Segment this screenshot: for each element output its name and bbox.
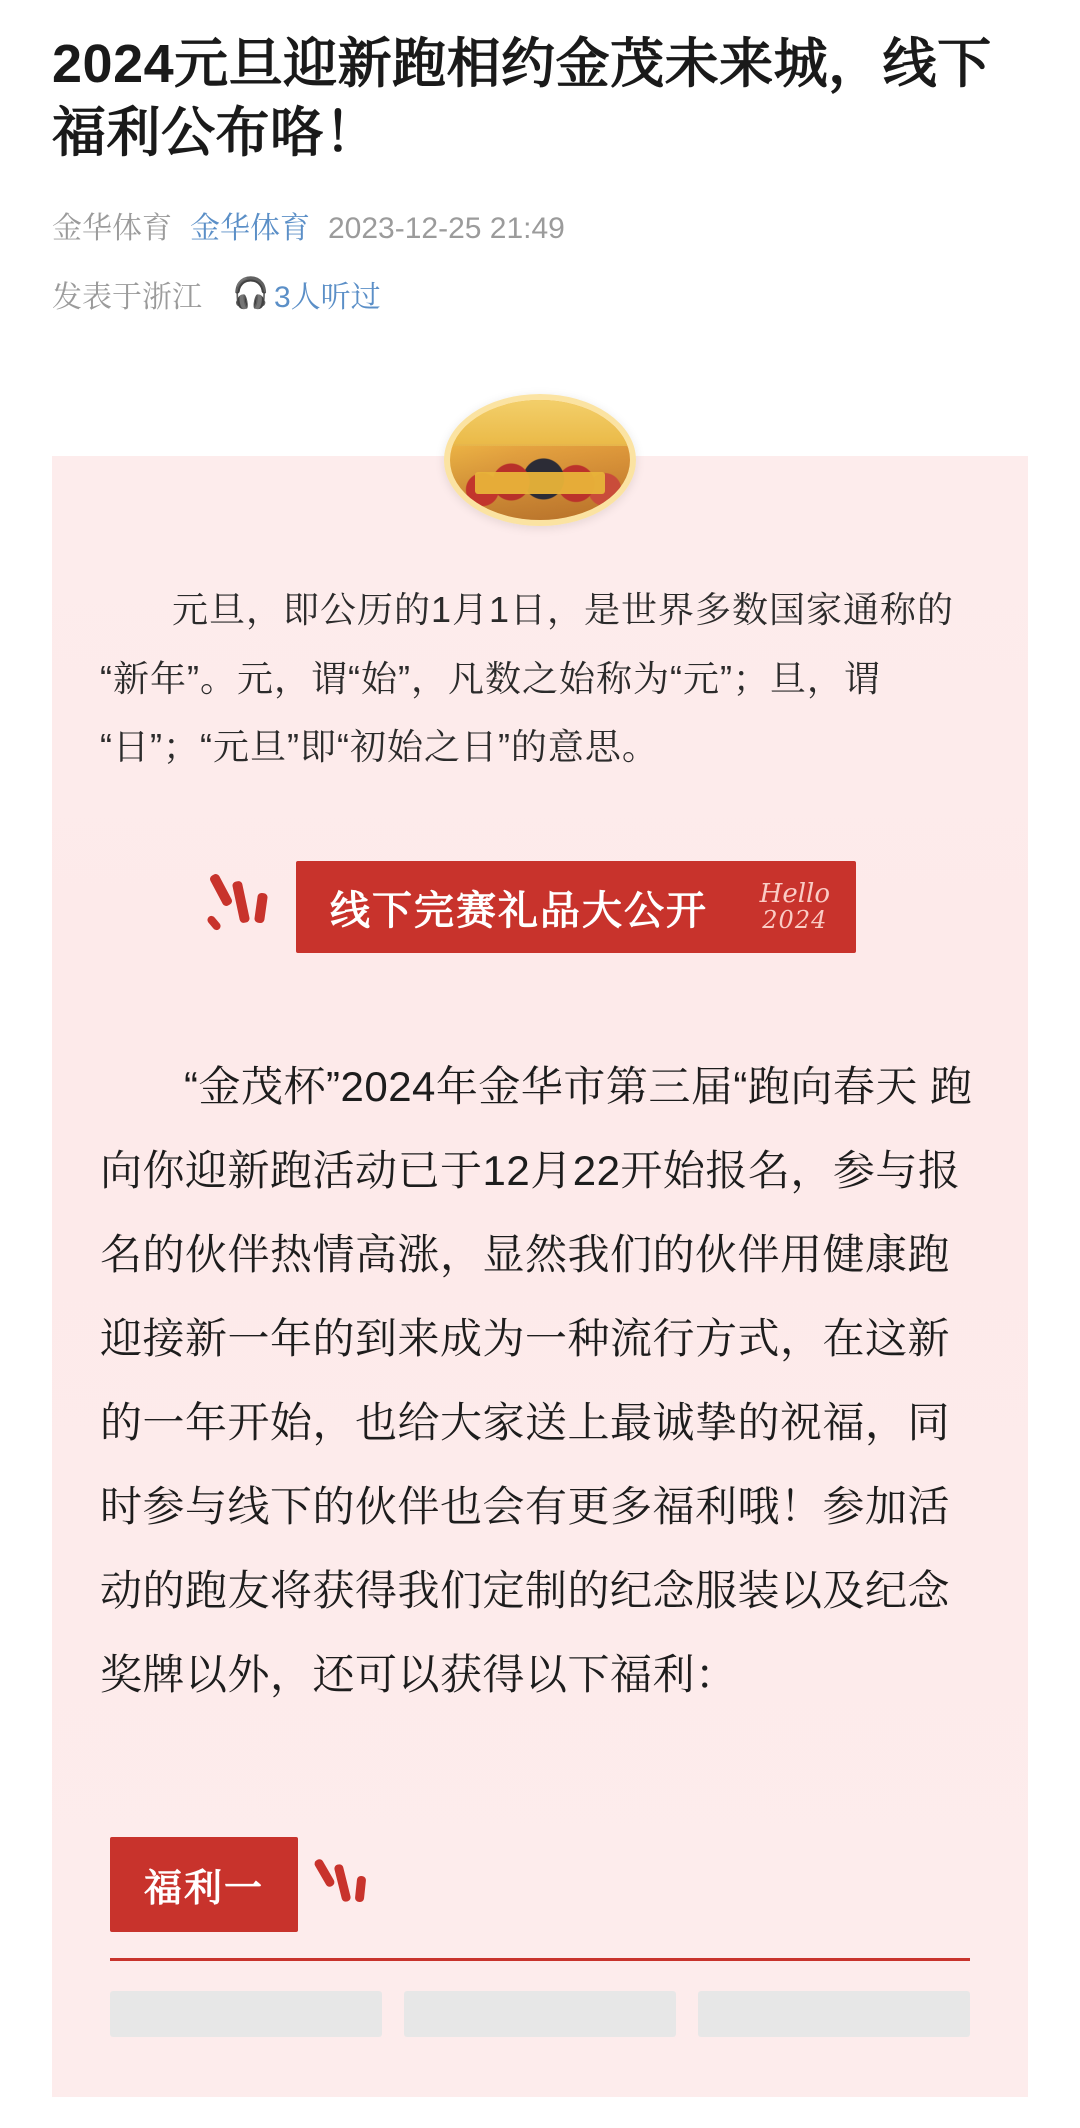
benefit-tag-label: 福利一 [110, 1837, 298, 1932]
hello-stamp-line1: Hello [759, 879, 830, 910]
benefit-image-placeholders [110, 1991, 970, 2037]
benefit-image-placeholder [698, 1991, 970, 2037]
article-header [0, 0, 1080, 316]
main-paragraph: “金茂杯”2024年金华市第三届“跑向春天 跑向你迎新跑活动已于12月22开始报名，参与报名的伙伴热情高涨，显然我们的伙伴用健康跑迎接新一年的到来成为一种流行方式，在这新的一年开始，也给大家送上最诚挚的祝福，同时参与线下的伙伴也会有更多福利哦！参加活动的跑友将获得我们定制的纪念服装以及纪念奖牌以外，还可以获得以下福利： [100, 1063, 973, 1699]
article-meta-row [52, 208, 1028, 250]
listen-count-label: 3人听过 [274, 281, 381, 315]
account-link[interactable]: 金华体育 [190, 212, 310, 246]
content-card [52, 456, 1028, 2097]
hello-stamp [760, 881, 830, 933]
hello-stamp-line2: 2024 [762, 906, 828, 935]
section-banner-box [296, 861, 856, 953]
sparkle-icon [316, 1854, 372, 1916]
publish-location: 发表于浙江 [52, 281, 202, 315]
section-banner-title: 线下完赛礼品大公开 [330, 888, 708, 933]
benefit-divider [110, 1958, 970, 1961]
photo-top-band [450, 400, 630, 446]
publish-datetime: 2023-12-25 21:49 [328, 212, 565, 246]
article-body [0, 456, 1080, 2097]
headphone-icon: 🎧 [232, 277, 270, 311]
benefit-section [100, 1837, 980, 2037]
photo-banner [475, 472, 605, 494]
benefit-image-placeholder [110, 1991, 382, 2037]
article-meta-row-secondary [52, 272, 1028, 316]
section-banner [100, 861, 980, 953]
benefit-image-placeholder [404, 1991, 676, 2037]
listen-button[interactable] [232, 272, 381, 316]
intro-paragraph: 元旦，即公历的1月1日，是世界多数国家通称的“新年”。元，谓“始”，凡数之始称为“元”；旦，谓“日”；“元旦”即“初始之日”的意思。 [100, 589, 955, 767]
author-name: 金华体育 [52, 212, 172, 246]
page-title: 2024元旦迎新跑相约金茂未来城，线下福利公布咯！ [52, 34, 992, 164]
sparkle-icon [210, 871, 274, 943]
benefit-header-row [110, 1837, 970, 1932]
header-photo-badge [444, 394, 636, 526]
